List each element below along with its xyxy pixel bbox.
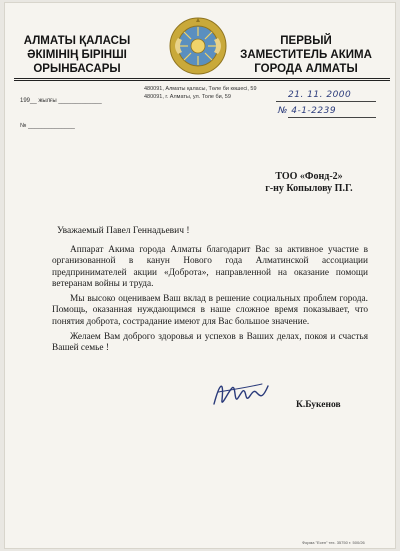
body-paragraph: Мы высоко оцениваем Ваш вклад в решение социальных проблем города. Помощь, оказанная нуждающимся в наше сложное время показывает, что понятия доброта, сострадание имеют для Вас большое значение. [52, 294, 368, 327]
address-ru: 480091, г. Алматы, ул. Толе би, 59 [144, 94, 231, 100]
body-paragraph: Аппарат Акима города Алматы благодарит Вас за активное участие в организованной в канун Нового года Алматинской ассоциации предпринимателей акции «Доброта», направленной на оказание помощи ветеранам войны и труда. [52, 245, 368, 289]
letter-body [52, 245, 368, 359]
letterhead-right [236, 34, 376, 76]
number-label-left: № ______________ [20, 123, 75, 129]
letterhead-divider [14, 78, 390, 79]
letterhead-right-line: ГОРОДА АЛМАТЫ [254, 63, 358, 75]
print-form-footer: Форма "Есеп" тех. 35750 т. 500/26 [302, 540, 365, 545]
letterhead-left-line: ӘКІМІНІҢ БІРІНШІ [27, 49, 127, 61]
handwritten-signature [210, 374, 272, 414]
date-label-left: 199__ жылғы _____________ [20, 98, 102, 104]
handwritten-date: 21. 11. 2000 [288, 90, 352, 100]
letterhead-left [12, 34, 142, 76]
signer-name: К.Букенов [296, 400, 341, 410]
number-underline [288, 117, 376, 118]
recipient-block [244, 171, 374, 195]
state-emblem-icon [168, 16, 228, 76]
body-paragraph: Желаем Вам доброго здоровья и успехов в Ваших делах, покоя и счастья Вашей семье ! [52, 332, 368, 354]
letterhead-left-line: АЛМАТЫ ҚАЛАСЫ [23, 35, 131, 47]
handwritten-number: № 4-1-2239 [278, 106, 337, 116]
letterhead-divider [14, 80, 390, 81]
address-kz: 480091, Алматы қаласы, Төле би көшесі, 59 [144, 86, 257, 92]
letterhead-right-line: ПЕРВЫЙ [280, 35, 332, 47]
recipient-company: ТОО «Фонд-2» [275, 171, 343, 182]
recipient-person: г-ну Копылову П.Г. [265, 183, 353, 194]
salutation: Уважаемый Павел Геннадьевич ! [57, 226, 190, 236]
letterhead-right-line: ЗАМЕСТИТЕЛЬ АКИМА [240, 49, 372, 61]
date-underline [276, 101, 376, 102]
letter-page [4, 2, 396, 549]
letterhead-left-line: ОРЫНБАСАРЫ [33, 63, 121, 75]
